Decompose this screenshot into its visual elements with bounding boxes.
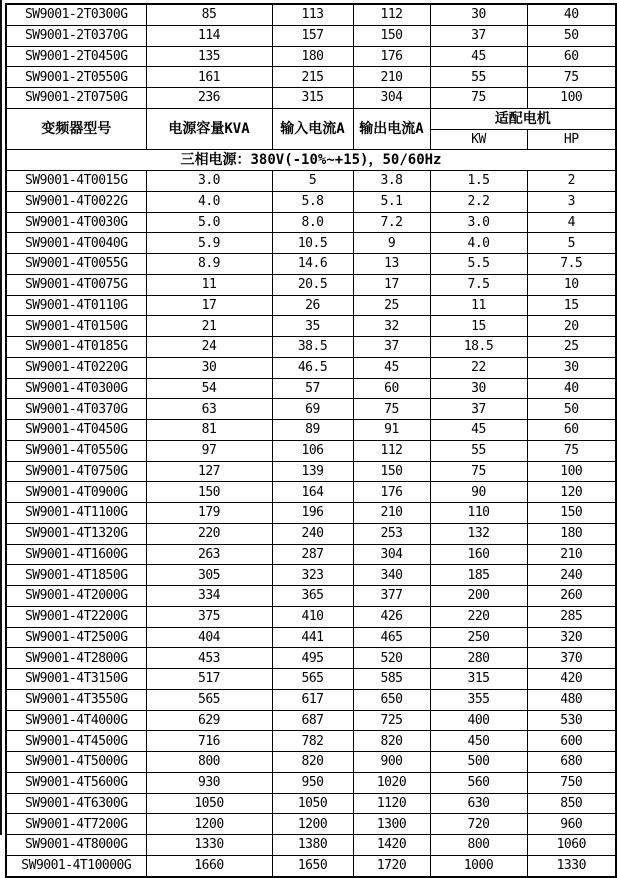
value-cell: 375	[146, 606, 272, 627]
value-cell: 25	[527, 337, 616, 358]
value-cell: 236	[146, 88, 272, 109]
value-cell: 164	[272, 482, 353, 503]
column-header-kw: KW	[430, 129, 527, 150]
value-cell: 4	[527, 212, 616, 233]
value-cell: 650	[353, 689, 430, 710]
value-cell: 13	[353, 254, 430, 275]
value-cell: 90	[430, 482, 527, 503]
value-cell: 900	[353, 752, 430, 773]
table-row	[6, 420, 616, 441]
model-cell: SW9001-4T0370G	[6, 399, 146, 420]
header-row	[6, 108, 616, 129]
value-cell: 629	[146, 710, 272, 731]
rows-2t-section	[6, 4, 616, 108]
table-row	[6, 274, 616, 295]
value-cell: 250	[430, 627, 527, 648]
value-cell: 495	[272, 648, 353, 669]
value-cell: 1660	[146, 855, 272, 876]
value-cell: 180	[272, 46, 353, 67]
value-cell: 176	[353, 482, 430, 503]
table-row	[6, 482, 616, 503]
value-cell: 800	[146, 752, 272, 773]
value-cell: 120	[527, 482, 616, 503]
value-cell: 75	[353, 399, 430, 420]
model-cell: SW9001-4T0055G	[6, 254, 146, 275]
value-cell: 260	[527, 586, 616, 607]
value-cell: 179	[146, 503, 272, 524]
value-cell: 200	[430, 586, 527, 607]
value-cell: 30	[430, 4, 527, 25]
value-cell: 150	[353, 25, 430, 46]
value-cell: 1200	[146, 814, 272, 835]
value-cell: 139	[272, 461, 353, 482]
value-cell: 220	[146, 523, 272, 544]
value-cell: 89	[272, 420, 353, 441]
value-cell: 21	[146, 316, 272, 337]
value-cell: 782	[272, 731, 353, 752]
model-cell: SW9001-4T0040G	[6, 233, 146, 254]
value-cell: 50	[527, 25, 616, 46]
value-cell: 304	[353, 88, 430, 109]
value-cell: 3.0	[430, 212, 527, 233]
value-cell: 600	[527, 731, 616, 752]
value-cell: 22	[430, 357, 527, 378]
value-cell: 37	[430, 399, 527, 420]
model-cell: SW9001-4T0300G	[6, 378, 146, 399]
value-cell: 1330	[527, 855, 616, 876]
value-cell: 2.2	[430, 191, 527, 212]
model-cell: SW9001-4T4000G	[6, 710, 146, 731]
value-cell: 687	[272, 710, 353, 731]
table-row	[6, 689, 616, 710]
table-row	[6, 212, 616, 233]
table-row	[6, 316, 616, 337]
value-cell: 404	[146, 627, 272, 648]
header-section	[6, 108, 616, 170]
table-row	[6, 648, 616, 669]
table-row	[6, 171, 616, 192]
value-cell: 930	[146, 772, 272, 793]
table-row	[6, 855, 616, 876]
model-cell: SW9001-4T0075G	[6, 274, 146, 295]
table-row	[6, 295, 616, 316]
model-cell: SW9001-4T0220G	[6, 357, 146, 378]
value-cell: 370	[527, 648, 616, 669]
value-cell: 400	[430, 710, 527, 731]
column-header-input-current: 输入电流A	[272, 108, 353, 150]
model-cell: SW9001-4T0450G	[6, 420, 146, 441]
table-row	[6, 46, 616, 67]
column-header-model: 变频器型号	[6, 108, 146, 150]
value-cell: 106	[272, 440, 353, 461]
table-row	[6, 337, 616, 358]
value-cell: 196	[272, 503, 353, 524]
value-cell: 11	[430, 295, 527, 316]
model-cell: SW9001-2T0750G	[6, 88, 146, 109]
value-cell: 5.8	[272, 191, 353, 212]
value-cell: 3.0	[146, 171, 272, 192]
table-row	[6, 793, 616, 814]
value-cell: 7.5	[430, 274, 527, 295]
value-cell: 9	[353, 233, 430, 254]
value-cell: 520	[353, 648, 430, 669]
value-cell: 2	[527, 171, 616, 192]
table-row	[6, 586, 616, 607]
value-cell: 114	[146, 25, 272, 46]
value-cell: 81	[146, 420, 272, 441]
value-cell: 30	[146, 357, 272, 378]
value-cell: 24	[146, 337, 272, 358]
value-cell: 135	[146, 46, 272, 67]
table-row	[6, 835, 616, 856]
model-cell: SW9001-4T0550G	[6, 440, 146, 461]
model-cell: SW9001-4T2500G	[6, 627, 146, 648]
value-cell: 800	[430, 835, 527, 856]
model-cell: SW9001-2T0450G	[6, 46, 146, 67]
value-cell: 5.5	[430, 254, 527, 275]
value-cell: 112	[353, 440, 430, 461]
value-cell: 7.2	[353, 212, 430, 233]
value-cell: 5	[527, 233, 616, 254]
value-cell: 240	[527, 565, 616, 586]
value-cell: 69	[272, 399, 353, 420]
value-cell: 500	[430, 752, 527, 773]
model-cell: SW9001-2T0370G	[6, 25, 146, 46]
value-cell: 320	[527, 627, 616, 648]
value-cell: 220	[430, 606, 527, 627]
value-cell: 617	[272, 689, 353, 710]
value-cell: 585	[353, 669, 430, 690]
value-cell: 305	[146, 565, 272, 586]
table-row	[6, 399, 616, 420]
value-cell: 530	[527, 710, 616, 731]
value-cell: 950	[272, 772, 353, 793]
value-cell: 240	[272, 523, 353, 544]
value-cell: 14.6	[272, 254, 353, 275]
model-cell: SW9001-4T3150G	[6, 669, 146, 690]
model-cell: SW9001-2T0550G	[6, 67, 146, 88]
table-row	[6, 544, 616, 565]
table-row	[6, 67, 616, 88]
table-row	[6, 254, 616, 275]
value-cell: 180	[527, 523, 616, 544]
table-row	[6, 523, 616, 544]
table-row	[6, 378, 616, 399]
value-cell: 315	[430, 669, 527, 690]
value-cell: 97	[146, 440, 272, 461]
value-cell: 410	[272, 606, 353, 627]
model-cell: SW9001-4T6300G	[6, 793, 146, 814]
table-row	[6, 191, 616, 212]
value-cell: 37	[430, 25, 527, 46]
value-cell: 160	[430, 544, 527, 565]
model-cell: SW9001-4T3550G	[6, 689, 146, 710]
value-cell: 304	[353, 544, 430, 565]
model-cell: SW9001-4T0030G	[6, 212, 146, 233]
value-cell: 280	[430, 648, 527, 669]
table-row	[6, 710, 616, 731]
model-cell: SW9001-4T8000G	[6, 835, 146, 856]
value-cell: 5.0	[146, 212, 272, 233]
value-cell: 30	[430, 378, 527, 399]
inverter-spec-table	[5, 3, 617, 878]
value-cell: 100	[527, 88, 616, 109]
value-cell: 132	[430, 523, 527, 544]
value-cell: 17	[146, 295, 272, 316]
value-cell: 20	[527, 316, 616, 337]
model-cell: SW9001-4T5000G	[6, 752, 146, 773]
model-cell: SW9001-4T1600G	[6, 544, 146, 565]
model-cell: SW9001-4T1320G	[6, 523, 146, 544]
value-cell: 210	[527, 544, 616, 565]
model-cell: SW9001-4T7200G	[6, 814, 146, 835]
value-cell: 17	[353, 274, 430, 295]
value-cell: 750	[527, 772, 616, 793]
model-cell: SW9001-4T0022G	[6, 191, 146, 212]
model-cell: SW9001-4T2000G	[6, 586, 146, 607]
table-row	[6, 752, 616, 773]
table-row	[6, 88, 616, 109]
value-cell: 25	[353, 295, 430, 316]
value-cell: 127	[146, 461, 272, 482]
value-cell: 3.8	[353, 171, 430, 192]
value-cell: 57	[272, 378, 353, 399]
value-cell: 35	[272, 316, 353, 337]
model-cell: SW9001-4T4500G	[6, 731, 146, 752]
value-cell: 215	[272, 67, 353, 88]
table-row	[6, 606, 616, 627]
column-header-hp: HP	[527, 129, 616, 150]
value-cell: 716	[146, 731, 272, 752]
value-cell: 55	[430, 67, 527, 88]
value-cell: 1120	[353, 793, 430, 814]
table-row	[6, 440, 616, 461]
value-cell: 565	[272, 669, 353, 690]
value-cell: 46.5	[272, 357, 353, 378]
table-row	[6, 25, 616, 46]
value-cell: 176	[353, 46, 430, 67]
value-cell: 680	[527, 752, 616, 773]
value-cell: 55	[430, 440, 527, 461]
page-edge-line	[0, 0, 2, 835]
value-cell: 40	[527, 4, 616, 25]
value-cell: 185	[430, 565, 527, 586]
value-cell: 15	[430, 316, 527, 337]
table-row	[6, 814, 616, 835]
value-cell: 820	[353, 731, 430, 752]
model-cell: SW9001-4T5600G	[6, 772, 146, 793]
model-cell: SW9001-4T0110G	[6, 295, 146, 316]
value-cell: 75	[527, 67, 616, 88]
value-cell: 1000	[430, 855, 527, 876]
table-row	[6, 565, 616, 586]
model-cell: SW9001-4T0900G	[6, 482, 146, 503]
value-cell: 85	[146, 4, 272, 25]
value-cell: 340	[353, 565, 430, 586]
value-cell: 480	[527, 689, 616, 710]
value-cell: 60	[527, 420, 616, 441]
value-cell: 565	[146, 689, 272, 710]
model-cell: SW9001-2T0300G	[6, 4, 146, 25]
table-row	[6, 503, 616, 524]
value-cell: 1300	[353, 814, 430, 835]
value-cell: 157	[272, 25, 353, 46]
model-cell: SW9001-4T0150G	[6, 316, 146, 337]
value-cell: 10.5	[272, 233, 353, 254]
table-row	[6, 461, 616, 482]
value-cell: 820	[272, 752, 353, 773]
model-cell: SW9001-4T0750G	[6, 461, 146, 482]
column-header-output-current: 输出电流A	[353, 108, 430, 150]
table-row	[6, 233, 616, 254]
value-cell: 38.5	[272, 337, 353, 358]
value-cell: 150	[146, 482, 272, 503]
value-cell: 365	[272, 586, 353, 607]
value-cell: 377	[353, 586, 430, 607]
value-cell: 450	[430, 731, 527, 752]
value-cell: 91	[353, 420, 430, 441]
model-cell: SW9001-4T2200G	[6, 606, 146, 627]
value-cell: 1020	[353, 772, 430, 793]
value-cell: 725	[353, 710, 430, 731]
value-cell: 720	[430, 814, 527, 835]
value-cell: 161	[146, 67, 272, 88]
value-cell: 5.9	[146, 233, 272, 254]
value-cell: 1050	[146, 793, 272, 814]
value-cell: 323	[272, 565, 353, 586]
value-cell: 75	[430, 88, 527, 109]
table-row	[6, 4, 616, 25]
value-cell: 630	[430, 793, 527, 814]
value-cell: 1200	[272, 814, 353, 835]
value-cell: 7.5	[527, 254, 616, 275]
value-cell: 560	[430, 772, 527, 793]
value-cell: 75	[527, 440, 616, 461]
value-cell: 253	[353, 523, 430, 544]
value-cell: 4.0	[146, 191, 272, 212]
value-cell: 50	[527, 399, 616, 420]
value-cell: 113	[272, 4, 353, 25]
value-cell: 20.5	[272, 274, 353, 295]
value-cell: 37	[353, 337, 430, 358]
value-cell: 1050	[272, 793, 353, 814]
value-cell: 60	[353, 378, 430, 399]
model-cell: SW9001-4T1850G	[6, 565, 146, 586]
value-cell: 426	[353, 606, 430, 627]
value-cell: 8.0	[272, 212, 353, 233]
value-cell: 285	[527, 606, 616, 627]
column-header-motor: 适配电机	[430, 108, 616, 129]
value-cell: 18.5	[430, 337, 527, 358]
model-cell: SW9001-4T0015G	[6, 171, 146, 192]
value-cell: 40	[527, 378, 616, 399]
value-cell: 60	[527, 46, 616, 67]
value-cell: 63	[146, 399, 272, 420]
value-cell: 110	[430, 503, 527, 524]
value-cell: 1330	[146, 835, 272, 856]
value-cell: 1060	[527, 835, 616, 856]
table-row	[6, 669, 616, 690]
value-cell: 465	[353, 627, 430, 648]
value-cell: 334	[146, 586, 272, 607]
value-cell: 32	[353, 316, 430, 337]
value-cell: 30	[527, 357, 616, 378]
model-cell: SW9001-4T2800G	[6, 648, 146, 669]
value-cell: 210	[353, 67, 430, 88]
value-cell: 517	[146, 669, 272, 690]
value-cell: 3	[527, 191, 616, 212]
value-cell: 150	[527, 503, 616, 524]
value-cell: 210	[353, 503, 430, 524]
value-cell: 1720	[353, 855, 430, 876]
value-cell: 850	[527, 793, 616, 814]
value-cell: 1.5	[430, 171, 527, 192]
value-cell: 150	[353, 461, 430, 482]
value-cell: 420	[527, 669, 616, 690]
value-cell: 441	[272, 627, 353, 648]
value-cell: 8.9	[146, 254, 272, 275]
model-cell: SW9001-4T1100G	[6, 503, 146, 524]
value-cell: 112	[353, 4, 430, 25]
table-row	[6, 627, 616, 648]
value-cell: 75	[430, 461, 527, 482]
value-cell: 45	[430, 46, 527, 67]
value-cell: 45	[353, 357, 430, 378]
value-cell: 287	[272, 544, 353, 565]
table-row	[6, 357, 616, 378]
value-cell: 1380	[272, 835, 353, 856]
value-cell: 1650	[272, 855, 353, 876]
value-cell: 100	[527, 461, 616, 482]
value-cell: 263	[146, 544, 272, 565]
table-row	[6, 772, 616, 793]
power-note-row	[6, 150, 616, 171]
value-cell: 960	[527, 814, 616, 835]
value-cell: 355	[430, 689, 527, 710]
value-cell: 11	[146, 274, 272, 295]
value-cell: 26	[272, 295, 353, 316]
value-cell: 5	[272, 171, 353, 192]
model-cell: SW9001-4T0185G	[6, 337, 146, 358]
value-cell: 315	[272, 88, 353, 109]
model-cell: SW9001-4T10000G	[6, 855, 146, 876]
value-cell: 4.0	[430, 233, 527, 254]
value-cell: 15	[527, 295, 616, 316]
value-cell: 45	[430, 420, 527, 441]
rows-4t-section	[6, 171, 616, 877]
table-row	[6, 731, 616, 752]
column-header-capacity: 电源容量KVA	[146, 108, 272, 150]
value-cell: 54	[146, 378, 272, 399]
value-cell: 10	[527, 274, 616, 295]
value-cell: 453	[146, 648, 272, 669]
value-cell: 1420	[353, 835, 430, 856]
value-cell: 5.1	[353, 191, 430, 212]
power-note: 三相电源：380V(-10%~+15)，50/60Hz	[6, 150, 616, 171]
